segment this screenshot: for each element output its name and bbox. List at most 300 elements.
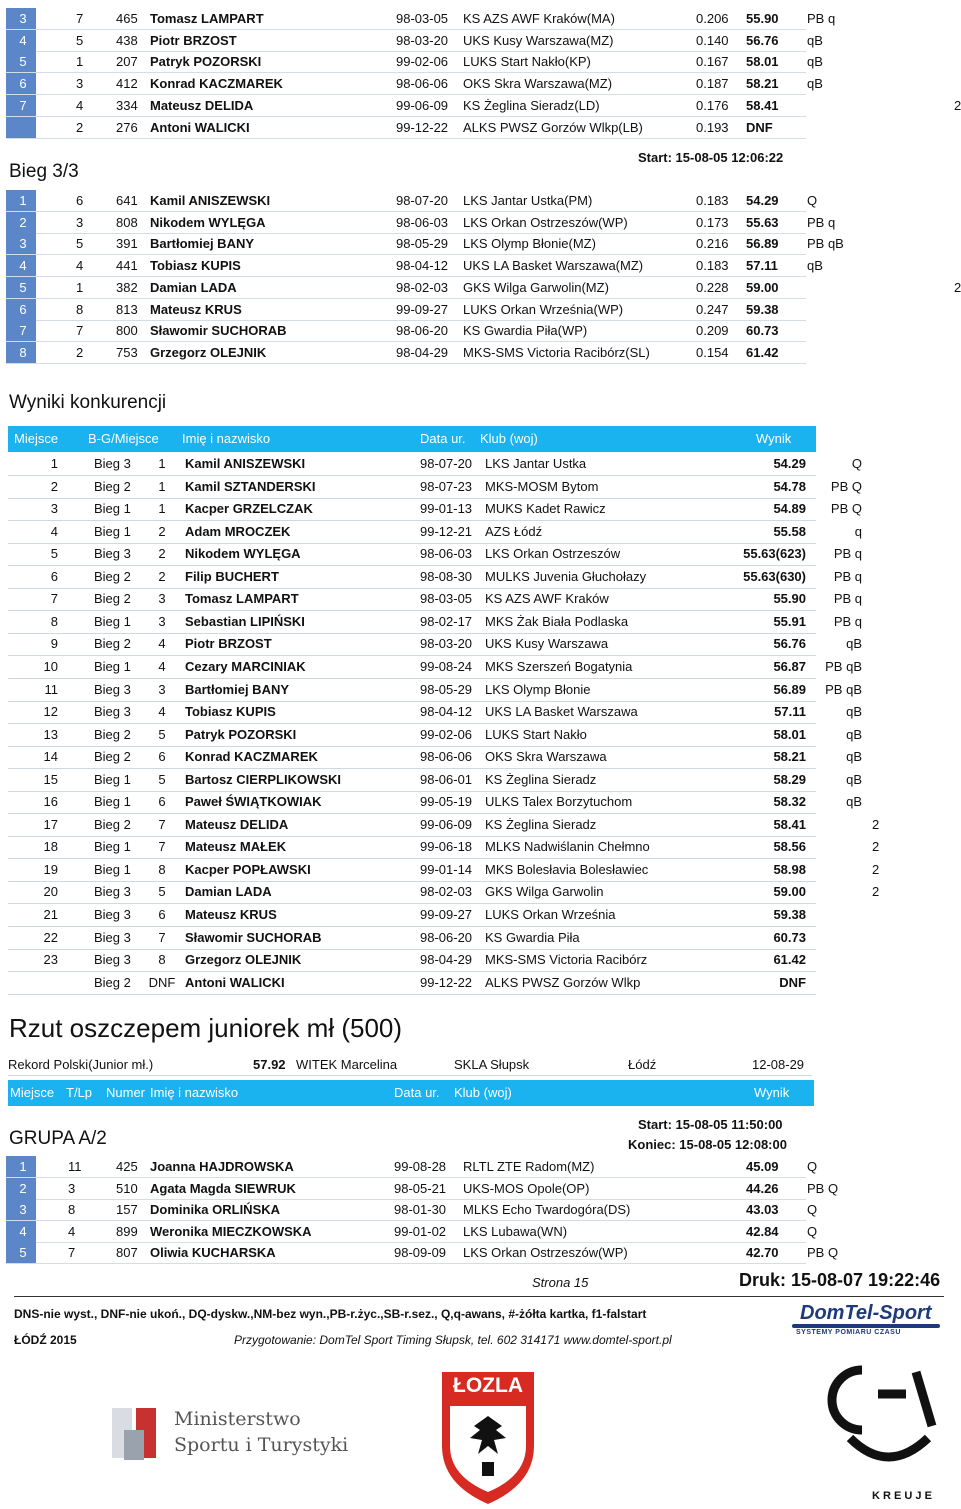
qualification: q [854,523,862,539]
athlete-name: Sławomir SUCHORAB [185,929,322,945]
heat-row [6,342,806,364]
domtel-sub: SYSTEMY POMIARU CZASU [796,1329,901,1336]
row-index: 5 [6,277,36,298]
birth-date: 98-06-20 [396,323,449,339]
reaction-time: 0.176 [696,97,729,113]
club: UKS LA Basket Warszawa(MZ) [463,258,644,274]
lane: 8 [76,301,84,317]
heat-row [6,95,961,117]
lane: 1 [76,279,84,295]
heat: Bieg 2 [94,636,131,652]
lane: 7 [76,323,84,339]
result: 60.73 [773,929,806,945]
athlete-name: Oliwia KUCHARSKA [150,1245,276,1261]
club: MKS-SMS Victoria Racibórz [485,952,648,968]
place: 19 [43,861,58,877]
legend: DNS-nie wyst., DNF-nie ukoń., DQ-dyskw.,NM-bez wyn.,PB-r.życ.,SB-r.sez., Q,q-awans, #-żółta kartka, f1-falstart [14,1307,647,1321]
heat-place: 3 [158,591,166,607]
heat-place: DNF [148,974,176,990]
bib-number: 438 [116,32,138,48]
javelin-row [6,1221,818,1243]
hdr-date: Data ur. [420,431,466,446]
result: 58.29 [773,771,806,787]
heat-place: 5 [158,884,166,900]
place: 9 [50,636,58,652]
reaction-time: 0.216 [696,236,729,252]
row-index: 6 [6,299,36,320]
result-row [8,769,862,792]
club: UKS-MOS Opole(OP) [463,1180,590,1196]
reaction-time: 0.193 [696,119,729,135]
athlete-name: Piotr BRZOST [150,32,237,48]
ministry-emblem-icon [110,1400,166,1470]
print-date: Druk: 15-08-07 19:22:46 [739,1270,941,1290]
city-year: ŁÓDŹ 2015 [14,1333,77,1347]
heat: Bieg 2 [94,478,131,494]
birth-date: 98-06-06 [420,749,473,765]
jhdr-tlp: T/Lp [66,1085,93,1100]
qualification: PB q [807,214,836,230]
birth-date: 99-02-06 [420,726,473,742]
result-row [8,611,862,634]
athlete-name: Kamil ANISZEWSKI [185,456,306,471]
qualification: Q [807,193,818,208]
club: AZS Łódź [485,523,543,539]
heat-place: 4 [158,658,166,674]
result: DNF [779,974,806,990]
heat: Bieg 3 [94,952,131,968]
birth-date: 99-08-28 [394,1159,447,1174]
club: KS AZS AWF Kraków(MA) [463,11,615,26]
athlete-name: Sebastian LIPIŃSKI [185,613,305,629]
row-index: 7 [6,320,36,341]
athlete-name: Konrad KACZMAREK [150,76,283,92]
lodz-kreuje-logo [832,1366,944,1506]
bib-number: 412 [116,76,138,92]
qualification: PB qB [825,658,862,674]
lane: 5 [76,32,84,48]
heat-row [6,190,818,212]
bib-number: 800 [116,323,138,339]
athlete-name: Grzegorz OLEJNIK [150,344,267,360]
birth-date: 98-03-05 [420,591,473,607]
birth-date: 98-02-03 [420,884,473,900]
club: LUKS Start Nakło [485,726,587,742]
record-row [8,1053,812,1076]
reaction-time: 0.187 [696,76,729,92]
qualification: PB q [833,546,862,562]
qualification: qB [846,704,862,720]
row-index: 6 [6,73,36,94]
result-row [8,656,862,679]
result: 56.76 [746,32,779,48]
birth-date: 99-06-18 [420,839,473,855]
athlete-name: Cezary MARCINIAK [185,658,306,674]
club: ALKS PWSZ Gorzów Wlkp(LB) [463,119,643,135]
result-row [8,498,862,521]
athlete-name: Piotr BRZOST [185,636,272,652]
result: 56.89 [773,681,806,697]
reaction-time: 0.247 [696,301,729,317]
club: MLKS Echo Twardogóra(DS) [463,1202,631,1218]
lane: 2 [76,344,84,360]
athlete-name: Sławomir SUCHORAB [150,323,287,339]
birth-date: 99-05-19 [420,794,473,810]
record-name: WITEK Marcelina [296,1057,398,1072]
birth-date: 99-01-13 [420,501,473,517]
club: LKS Orkan Ostrzeszów(WP) [463,1245,628,1261]
result: 55.63 [746,214,779,230]
qualification: qB [846,636,862,652]
result-row [8,588,862,611]
javelin-row [6,1178,839,1200]
birth-date: 98-04-29 [396,344,449,360]
result: 55.91 [773,613,806,629]
birth-date: 98-04-12 [420,704,473,720]
record-date: 12-08-29 [752,1057,805,1072]
result: 42.70 [746,1245,779,1261]
heat: Bieg 1 [94,839,131,855]
hdr-res: Wynik [756,431,792,446]
club: UKS LA Basket Warszawa [485,704,638,720]
club: OKS Skra Warszawa [485,749,607,765]
birth-date: 98-06-20 [420,929,473,945]
club: LKS Jantar Ustka(PM) [463,193,593,208]
extra-mark: 2 [872,816,880,832]
row-index: 2 [6,212,36,233]
heat-place: 5 [158,726,166,742]
heat-place: 6 [158,794,166,810]
club: MKS-MOSM Bytom [485,478,599,494]
club: LKS Orkan Ostrzeszów [485,546,621,562]
club: MULKS Juvenia Głuchołazy [485,568,647,584]
result-row [8,543,862,566]
javelin-title: Rzut oszczepem juniorek mł (500) [9,1013,403,1043]
heat: Bieg 3 [94,884,131,900]
heat3-start: Start: 15-08-05 12:06:22 [638,150,784,165]
result: DNF [746,119,773,135]
heat-place: 1 [158,456,166,471]
heat-place: 5 [158,771,166,787]
birth-date: 99-06-09 [420,816,473,832]
result: 55.63(623) [743,546,806,562]
result: 45.09 [746,1159,779,1174]
javelin-row [6,1156,818,1178]
birth-date: 98-07-23 [420,478,473,494]
row-index: 3 [6,8,36,29]
row-index: 2 [6,1178,36,1199]
club: MKS Szerszeń Bogatynia [485,658,633,674]
domtel-name: DomTel-Sport [800,1302,932,1324]
heat3-title: Bieg 3/3 [9,161,79,182]
club: GKS Wilga Garwolin [485,884,604,900]
result-row [8,566,862,589]
bib-number: 899 [116,1223,138,1239]
heat-place: 2 [158,523,166,539]
domtel-logo [792,1302,940,1340]
hdr-name: Imię i nazwisko [182,431,271,446]
heat: Bieg 2 [94,816,131,832]
result-row [8,927,816,950]
athlete-name: Mateusz DELIDA [185,816,289,832]
ozla-label: ŁOZLA [453,1374,523,1397]
result: 56.89 [746,236,779,252]
club: KS Żeglina Sieradz [485,771,597,787]
heat-place: 1 [158,501,166,517]
birth-date: 98-02-17 [420,613,473,629]
heat: Bieg 2 [94,591,131,607]
javelin-row [6,1242,839,1264]
heat-row [6,212,836,234]
heat: Bieg 3 [94,456,131,471]
heat-row [6,117,806,139]
birth-date: 99-06-09 [396,97,449,113]
qualification: PB q [833,568,862,584]
result-row [8,746,862,769]
javelin-row [6,1199,818,1221]
lane: 6 [76,193,84,208]
row-index: 7 [6,95,36,116]
bib-number: 441 [116,258,138,274]
birth-date: 98-05-29 [420,681,473,697]
reaction-time: 0.154 [696,344,729,360]
lane: 4 [76,97,84,113]
birth-date: 98-03-05 [396,11,449,26]
qualification: qB [807,258,823,274]
place: 1 [50,456,58,471]
heat-row [6,30,823,52]
heat-place: 4 [158,704,166,720]
qualification: Q [807,1202,818,1218]
club: LKS Lubawa(WN) [463,1223,568,1239]
ministry-line1: Ministerstwo [174,1408,301,1430]
heat-place: 7 [158,929,166,945]
row-index [6,117,36,138]
birth-date: 98-06-03 [420,546,473,562]
ministry-line2: Sportu i Turystyki [174,1434,349,1456]
place: 13 [43,726,58,742]
result-row [8,633,862,656]
kreuje-label: K R E U J E [872,1490,932,1502]
club: LUKS Orkan Września [485,907,616,922]
heat-row [6,255,823,277]
heat: Bieg 2 [94,726,131,742]
row-index: 8 [6,342,36,363]
lane: 3 [68,1180,76,1196]
heat-place: 1 [158,478,166,494]
athlete-name: Weronika MIECZKOWSKA [150,1223,312,1239]
athlete-name: Nikodem WYLĘGA [185,546,301,562]
row-index: 4 [6,255,36,276]
athlete-name: Antoni WALICKI [185,974,285,990]
result: 58.21 [746,76,779,92]
athlete-name: Bartłomiej BANY [150,236,255,252]
heat-place: 6 [158,749,166,765]
place: 3 [50,501,58,517]
birth-date: 98-04-29 [420,952,473,968]
qualification: Q [807,1159,818,1174]
result: 58.41 [746,97,779,113]
qualification: qB [846,794,862,810]
place: 18 [43,839,58,855]
reaction-time: 0.167 [696,54,729,70]
row-index: 3 [6,233,36,254]
club: MLKS Nadwiślanin Chełmno [485,839,650,855]
club: LUKS Orkan Września(WP) [463,301,624,317]
club: RLTL ZTE Radom(MZ) [463,1159,595,1174]
bib-number: 382 [116,279,138,295]
lane: 11 [68,1159,82,1174]
heat-place: 2 [158,568,166,584]
heat-row [6,8,836,30]
place: 12 [43,704,58,720]
heat: Bieg 3 [94,929,131,945]
birth-date: 98-06-06 [396,76,449,92]
club: KS Gwardia Piła [485,929,580,945]
club: UKS Kusy Warszawa [485,636,609,652]
birth-date: 99-12-21 [420,523,473,539]
row-index: 4 [6,30,36,51]
heat: Bieg 3 [94,681,131,697]
jhdr-place: Miejsce [10,1085,55,1100]
place: 22 [43,929,58,945]
club: LKS Olymp Błonie(MZ) [463,236,596,252]
birth-date: 99-01-14 [420,861,473,877]
footer-divider [14,1296,944,1297]
athlete-name: Kamil ANISZEWSKI [150,193,271,208]
result-row [8,814,880,837]
athlete-name: Bartłomiej BANY [185,681,290,697]
heat-place: 6 [158,907,166,922]
row-index: 5 [6,51,36,72]
result-row [8,724,862,747]
record-value: 57.92 [253,1057,286,1072]
result: 44.26 [746,1180,779,1196]
qualification: qB [807,32,823,48]
result-row [8,679,862,702]
athlete-name: Adam MROCZEK [185,523,291,539]
heat: Bieg 1 [94,861,131,877]
heat: Bieg 3 [94,704,131,720]
heat: Bieg 2 [94,749,131,765]
place: 10 [43,658,58,674]
club: LKS Orkan Ostrzeszów(WP) [463,214,628,230]
athlete-name: Tobiasz KUPIS [185,704,276,720]
heat-row [6,277,961,299]
result: 56.87 [773,658,806,674]
athlete-name: Antoni WALICKI [150,119,250,135]
result-row [8,949,816,972]
athlete-name: Patryk POZORSKI [185,726,297,742]
place: 2 [50,478,58,494]
result: 58.98 [773,861,806,877]
birth-date: 98-01-30 [394,1202,447,1218]
athlete-name: Damian LADA [150,279,237,295]
athlete-name: Grzegorz OLEJNIK [185,952,302,968]
heat-place: 8 [158,861,166,877]
birth-date: 98-03-20 [420,636,473,652]
result: 61.42 [773,952,806,968]
place: 16 [43,794,58,810]
birth-date: 99-01-02 [394,1223,447,1239]
birth-date: 98-03-20 [396,32,449,48]
birth-date: 98-02-03 [396,279,449,295]
result: 58.32 [773,794,806,810]
club: OKS Skra Warszawa(MZ) [463,76,613,92]
result: 59.38 [773,907,806,922]
club: KS Żeglina Sieradz [485,816,597,832]
result: 61.42 [746,344,779,360]
result-row [8,476,862,499]
birth-date: 98-06-01 [420,771,473,787]
bib-number: 510 [116,1180,138,1196]
result: 58.01 [773,726,806,742]
heat: Bieg 2 [94,974,131,990]
athlete-name: Konrad KACZMAREK [185,749,318,765]
athlete-name: Tobiasz KUPIS [150,258,241,274]
result: 42.84 [746,1223,779,1239]
athlete-name: Filip BUCHERT [185,568,279,584]
athlete-name: Kamil SZTANDERSKI [185,478,316,494]
result: 54.89 [773,501,806,517]
bib-number: 391 [116,236,138,252]
qualification: Q [851,456,862,471]
results-title: Wyniki konkurencji [9,392,167,413]
heat: Bieg 1 [94,658,131,674]
result: 55.63(630) [743,568,806,584]
birth-date: 98-07-20 [396,193,449,208]
athlete-name: Mateusz KRUS [185,907,277,922]
lane: 3 [76,76,84,92]
place: 4 [50,523,58,539]
qualification: Q [807,1223,818,1239]
club: KS Gwardia Piła(WP) [463,323,588,339]
place: 21 [43,907,58,922]
qualification: qB [807,76,823,92]
reaction-time: 0.209 [696,323,729,339]
bib-number: 641 [116,193,138,208]
athlete-name: Kacper GRZELCZAK [185,501,313,517]
heat-place: 7 [158,816,166,832]
record-club: SKLA Słupsk [454,1057,530,1072]
place: 20 [43,884,58,900]
result: 59.00 [746,279,779,295]
athlete-name: Mateusz KRUS [150,301,242,317]
place: 8 [50,613,58,629]
result: 54.29 [773,456,806,471]
club: KS AZS AWF Kraków [485,591,609,607]
heat: Bieg 3 [94,546,131,562]
jhdr-num: Numer [106,1085,146,1100]
lane: 7 [68,1245,76,1261]
place: 6 [50,568,58,584]
jhdr-res: Wynik [754,1085,790,1100]
bib-number: 425 [116,1159,138,1174]
hdr-place: Miejsce [14,431,59,446]
club: ULKS Talex Borzytuchom [485,794,633,810]
result: 55.90 [773,591,806,607]
heat-place: 2 [158,546,166,562]
extra-mark: 2 [872,861,880,877]
athlete-name: Joanna HAJDROWSKA [150,1159,294,1174]
place: 17 [43,816,58,832]
reaction-time: 0.183 [696,193,729,208]
row-index: 1 [6,1156,36,1177]
birth-date: 99-12-22 [396,119,449,135]
qualification: PB Q [807,1245,839,1261]
result: 60.73 [746,323,779,339]
reaction-time: 0.173 [696,214,729,230]
